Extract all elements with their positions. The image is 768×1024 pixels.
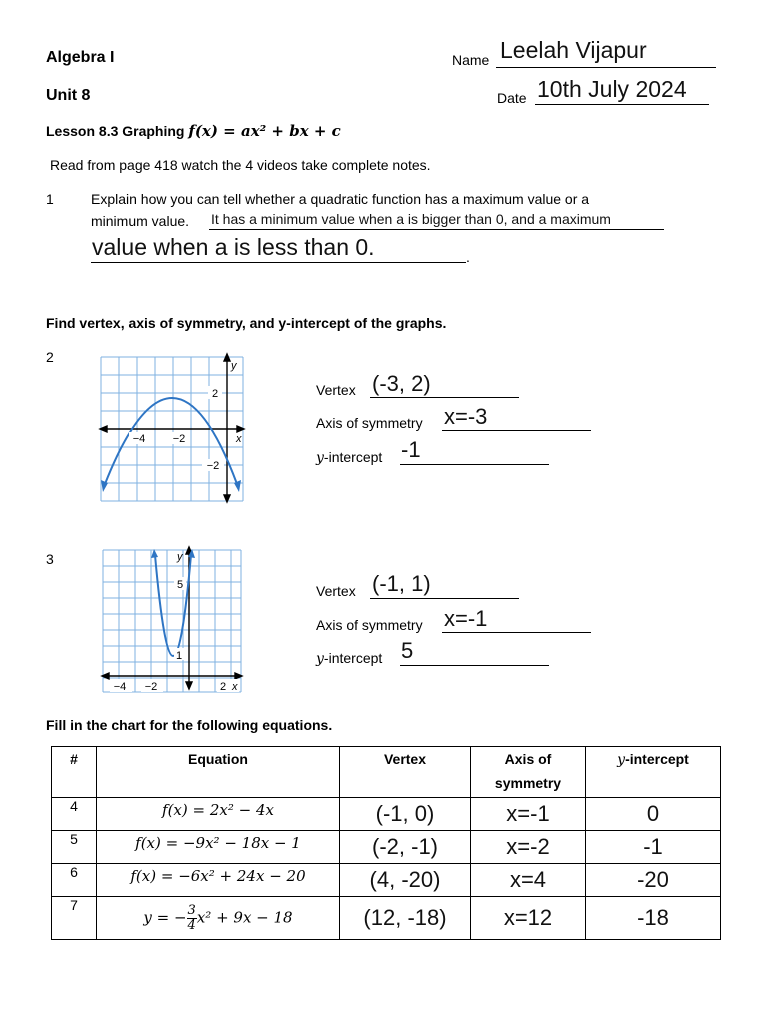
q2-axis-label: Axis of symmetry xyxy=(316,415,423,431)
q3-vertex-label: Vertex xyxy=(316,583,356,599)
q2-graph xyxy=(96,352,246,504)
date-underline xyxy=(535,104,709,105)
q1-number: 1 xyxy=(46,191,54,207)
q2-axis-x-label: x xyxy=(236,433,242,445)
row-num: 6 xyxy=(52,864,97,897)
row-num: 7 xyxy=(52,897,97,940)
row-equation: y = − $\frac{3}{4}$ x² + 9x − 18 xyxy=(97,897,340,940)
row-vertex[interactable]: (12, -18) xyxy=(340,897,471,940)
q2-vertex-answer[interactable]: (-3, 2) xyxy=(372,371,431,396)
instructions: Read from page 418 watch the 4 videos take complete notes. xyxy=(50,157,431,173)
q3-tick-y1: 5 xyxy=(176,579,184,591)
course-title: Algebra I xyxy=(46,49,115,66)
table-row xyxy=(52,864,721,897)
header-num: # xyxy=(52,747,97,798)
lesson-prefix: Lesson 8.3 Graphing xyxy=(46,123,189,139)
row-yint[interactable]: -18 xyxy=(586,897,721,940)
fraction: $\frac{3}{4}$ xyxy=(187,902,196,933)
row-equation: f(x) = 2x² − 4x xyxy=(97,798,340,831)
q3-number: 3 xyxy=(46,551,54,567)
q3-vertex-underline xyxy=(370,598,519,599)
table-row xyxy=(52,798,721,831)
q2-yint-label: y-intercept xyxy=(316,449,383,466)
q2-axis-answer[interactable]: x=-3 xyxy=(444,404,488,429)
name-field[interactable]: Leelah Vijapur xyxy=(500,37,647,63)
date-label: Date xyxy=(497,90,527,106)
header-axis: Axis of symmetry xyxy=(471,747,586,798)
row-yint[interactable]: -1 xyxy=(586,831,721,864)
row-vertex[interactable]: (4, -20) xyxy=(340,864,471,897)
table-row xyxy=(52,831,721,864)
q2-tick-y1: 2 xyxy=(211,388,219,400)
section-chart-heading: Fill in the chart for the following equations. xyxy=(46,717,333,733)
row-yint[interactable]: -20 xyxy=(586,864,721,897)
q2-tick-x2: −2 xyxy=(172,433,186,445)
q3-axis-answer[interactable]: x=-1 xyxy=(444,606,488,631)
name-label: Name xyxy=(452,52,490,68)
q3-axis-underline xyxy=(442,632,591,633)
row-equation: f(x) = −9x² − 18x − 1 xyxy=(97,831,340,864)
q3-axis-x-label: x xyxy=(232,681,238,693)
row-vertex[interactable]: (-2, -1) xyxy=(340,831,471,864)
q3-graph xyxy=(98,545,246,695)
row-axis[interactable]: x=-2 xyxy=(471,831,586,864)
q3-tick-x1: −4 xyxy=(113,681,127,693)
date-field[interactable]: 10th July 2024 xyxy=(537,76,687,102)
header-yint: y-intercept xyxy=(586,747,721,798)
name-underline xyxy=(496,67,716,68)
q3-yint-answer[interactable]: 5 xyxy=(401,638,414,663)
lesson-title xyxy=(46,122,341,140)
row-equation: f(x) = −6x² + 24x − 20 xyxy=(97,864,340,897)
q1-answer-line1[interactable]: It has a minimum value when a is bigger than 0, and a maximum xyxy=(211,211,611,227)
q1-text-line1: Explain how you can tell whether a quadratic function has a maximum value or a xyxy=(91,191,590,207)
row-vertex[interactable]: (-1, 0) xyxy=(340,798,471,831)
q3-tick-x3: 2 xyxy=(219,681,227,693)
q2-yint-answer[interactable]: -1 xyxy=(401,437,421,462)
q3-yint-underline xyxy=(400,665,549,666)
row-axis[interactable]: x=-1 xyxy=(471,798,586,831)
q2-number: 2 xyxy=(46,349,54,365)
q3-vertex-answer[interactable]: (-1, 1) xyxy=(372,571,431,596)
row-axis[interactable]: x=12 xyxy=(471,897,586,940)
q2-tick-y2: −2 xyxy=(206,460,220,472)
q2-axis-y-label: y xyxy=(231,360,237,372)
lesson-formula: f(x) = ax² + bx + c xyxy=(188,122,341,140)
table-header-row xyxy=(52,747,721,798)
q3-yint-label: y-intercept xyxy=(316,650,383,667)
equations-table xyxy=(51,746,721,940)
q2-vertex-underline xyxy=(370,397,519,398)
q1-end-period: . xyxy=(466,249,470,265)
q2-axis-underline xyxy=(442,430,591,431)
q3-axis-label: Axis of symmetry xyxy=(316,617,423,633)
q3-tick-x2: −2 xyxy=(144,681,158,693)
q1-answer-line2[interactable]: value when a is less than 0. xyxy=(92,234,375,260)
unit-title: Unit 8 xyxy=(46,87,91,104)
q1-underline1 xyxy=(209,229,664,230)
row-num: 5 xyxy=(52,831,97,864)
section-graphs-heading: Find vertex, axis of symmetry, and y-intercept of the graphs. xyxy=(46,315,447,331)
q3-axis-y-label: y xyxy=(177,551,183,563)
row-axis[interactable]: x=4 xyxy=(471,864,586,897)
header-vertex: Vertex xyxy=(340,747,471,798)
row-num: 4 xyxy=(52,798,97,831)
q1-underline2 xyxy=(91,262,466,263)
q2-yint-underline xyxy=(400,464,549,465)
header-equation: Equation xyxy=(97,747,340,798)
q2-tick-x1: −4 xyxy=(132,433,146,445)
table-row xyxy=(52,897,721,940)
row-yint[interactable]: 0 xyxy=(586,798,721,831)
q3-tick-y2: 1 xyxy=(175,650,183,662)
q1-text-line2: minimum value. xyxy=(91,213,190,229)
q2-vertex-label: Vertex xyxy=(316,382,356,398)
